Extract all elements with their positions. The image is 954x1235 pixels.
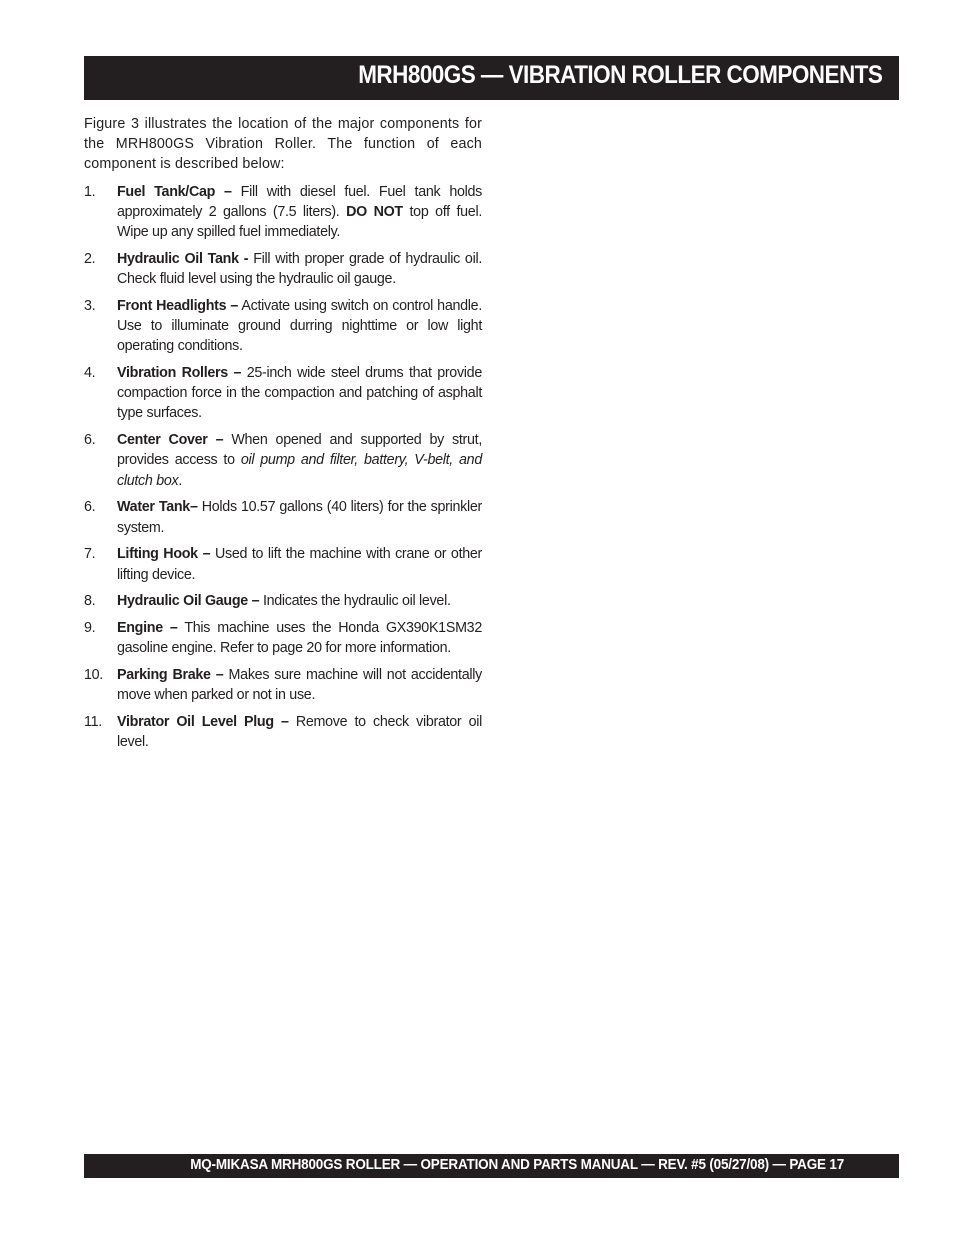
item-number: 3. bbox=[84, 297, 96, 314]
item-number: 9. bbox=[84, 620, 96, 637]
item-number: 1. bbox=[84, 183, 96, 200]
item-number: 11. bbox=[84, 714, 102, 731]
header-bar bbox=[84, 56, 899, 100]
item-number: 8. bbox=[84, 593, 96, 610]
list-item-vibrator-oil-level-plug bbox=[84, 712, 482, 752]
item-number: 6. bbox=[84, 432, 96, 449]
list-item-hydraulic-oil-gauge bbox=[84, 591, 482, 611]
item-term: Water Tank– bbox=[117, 499, 198, 516]
list-item-vibration-rollers bbox=[84, 363, 482, 424]
components-list bbox=[84, 182, 482, 753]
item-term: Vibration Rollers – bbox=[117, 365, 242, 382]
item-number: 4. bbox=[84, 365, 96, 382]
intro-paragraph: Figure 3 illustrates the location of the major components for the MRH800GS Vibration Roller. The function of each component is described below: bbox=[84, 116, 482, 173]
item-italic-text: oil pump and filter, battery, V-belt, and clutch box bbox=[117, 452, 482, 489]
item-text: 25-inch wide steel drums that provide compaction force in the compaction and patching of asphalt type surfaces. bbox=[117, 365, 482, 422]
item-number: 2. bbox=[84, 250, 96, 267]
main-content bbox=[84, 114, 482, 759]
list-item-fuel-tank bbox=[84, 182, 482, 243]
item-term: Front Headlights – bbox=[117, 297, 239, 314]
item-text-end: . bbox=[178, 472, 183, 489]
footer-bar bbox=[84, 1154, 899, 1178]
list-item-front-headlights bbox=[84, 296, 482, 357]
item-term: Lifting Hook – bbox=[117, 546, 211, 563]
item-text: Activate using switch on control handle. Use to illuminate ground durring nighttime or low light operating conditions. bbox=[117, 297, 482, 355]
page-title: MRH800GS — VIBRATION ROLLER COMPONENTS bbox=[357, 61, 882, 89]
item-text: This machine uses the Honda GX390K1SM32 gasoline engine. Refer to page 20 for more information. bbox=[117, 620, 482, 657]
item-term: Hydraulic Oil Gauge – bbox=[117, 593, 260, 610]
item-term: Fuel Tank/Cap – bbox=[117, 183, 232, 200]
item-text: Indicates the hydraulic oil level. bbox=[259, 593, 451, 610]
item-text: Remove to check vibrator oil level. bbox=[117, 714, 482, 751]
list-item-lifting-hook bbox=[84, 544, 482, 584]
item-text-end: top off fuel. Wipe up any spilled fuel immediately. bbox=[117, 203, 482, 241]
item-text: Fill with diesel fuel. Fuel tank holds approximately 2 gallons (7.5 liters). bbox=[117, 183, 482, 220]
item-text: When opened and supported by strut, provides access to bbox=[117, 432, 482, 469]
list-item-hydraulic-oil-tank bbox=[84, 249, 482, 289]
item-text: Used to lift the machine with crane or other lifting device. bbox=[117, 546, 483, 583]
item-term: Engine – bbox=[117, 620, 178, 637]
list-item-engine bbox=[84, 618, 482, 658]
list-item-center-cover bbox=[84, 430, 482, 491]
item-text: Makes sure machine will not accidentally move when parked or not in use. bbox=[117, 667, 482, 704]
item-number: 10. bbox=[84, 667, 103, 684]
item-term: Center Cover – bbox=[117, 432, 224, 449]
list-item-water-tank bbox=[84, 497, 482, 537]
item-number: 7. bbox=[84, 546, 96, 563]
item-term: Hydraulic Oil Tank - bbox=[117, 250, 249, 267]
page-footer: MQ-MIKASA MRH800GS ROLLER — OPERATION AND PARTS MANUAL — REV. #5 (05/27/08) — PAGE 17 bbox=[190, 1157, 844, 1173]
item-warning: DO NOT bbox=[346, 203, 403, 220]
item-text: Fill with proper grade of hydraulic oil. Check fluid level using the hydraulic oil gauge. bbox=[117, 250, 483, 288]
item-number: 6. bbox=[84, 499, 96, 516]
item-text: Holds 10.57 gallons (40 liters) for the sprinkler system. bbox=[117, 499, 483, 536]
item-term: Vibrator Oil Level Plug – bbox=[117, 714, 289, 731]
list-item-parking-brake bbox=[84, 665, 482, 705]
item-term: Parking Brake – bbox=[117, 667, 224, 684]
